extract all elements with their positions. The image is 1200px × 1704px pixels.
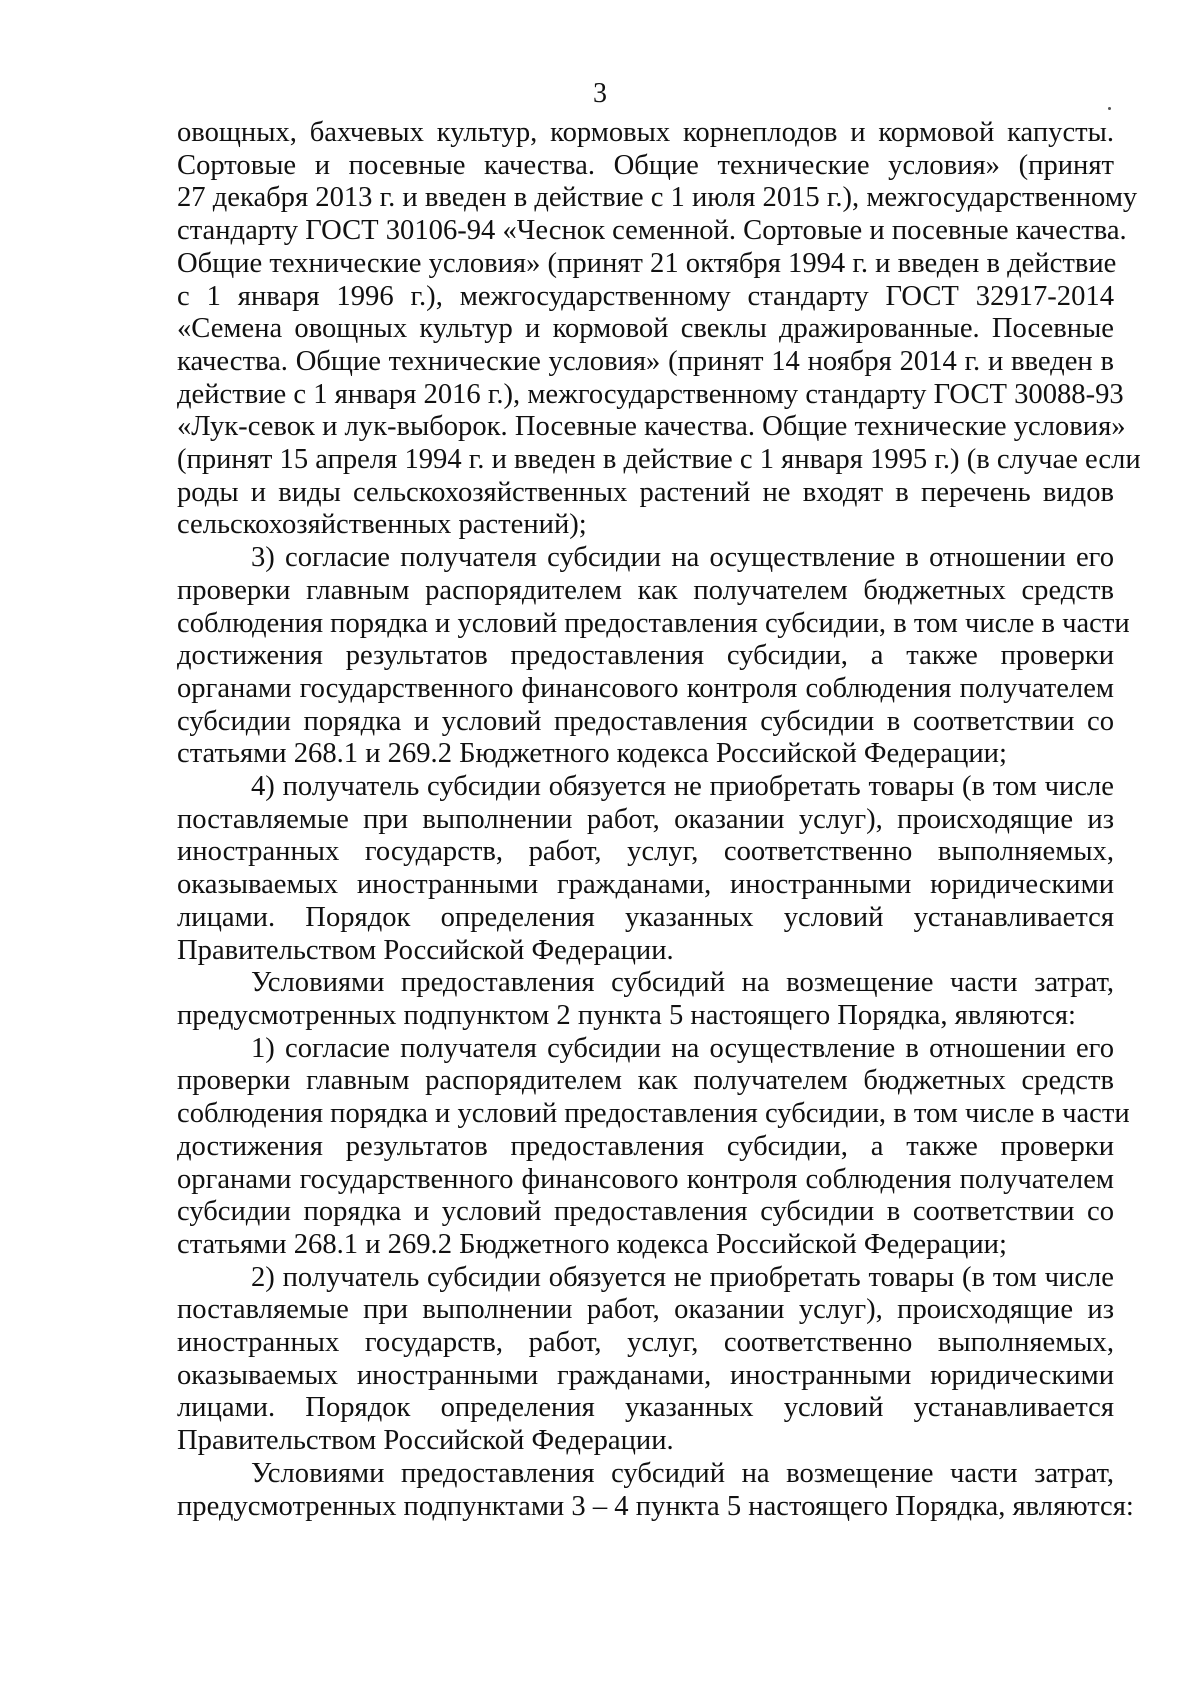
body-text [177,117,1141,1523]
text-line: Общие технические условия» (принят 21 октября 1994 г. и введен в действие [177,247,1117,279]
text-line: органами государственного финансового контроля соблюдения получателем [177,1163,1114,1195]
text-line: 27 декабря 2013 г. и введен в действие с 1 июля 2015 г.), межгосударственному [177,182,1138,214]
text-line: поставляемые при выполнении работ, оказании услуг), происходящие из [177,803,1114,835]
text-line: оказываемых иностранными гражданами, иностранными юридическими [177,869,1114,901]
scan-speck [1108,107,1111,110]
text-line: статьями 268.1 и 269.2 Бюджетного кодекса Российской Федерации; [177,738,1007,770]
text-line: Условиями предоставления субсидий на возмещение части затрат, [251,967,1114,999]
text-line: соблюдения порядка и условий предоставления субсидии, в том числе в части [177,1098,1130,1130]
text-line: 3) согласие получателя субсидии на осуществление в отношении его [251,542,1114,574]
text-line: достижения результатов предоставления субсидии, а также проверки [177,1130,1114,1162]
text-line: субсидии порядка и условий предоставления субсидии в соответствии со [177,705,1114,737]
text-line: «Семена овощных культур и кормовой свеклы дражированные. Посевные [177,313,1114,345]
page-number: 3 [593,78,607,109]
text-line: органами государственного финансового контроля соблюдения получателем [177,672,1114,704]
text-line: 1) согласие получателя субсидии на осуществление в отношении его [251,1032,1114,1064]
text-line: сельскохозяйственных растений); [177,509,587,541]
text-line: оказываемых иностранными гражданами, иностранными юридическими [177,1359,1114,1391]
text-line: Условиями предоставления субсидий на возмещение части затрат, [251,1457,1114,1489]
text-line: Правительством Российской Федерации. [177,1425,674,1457]
text-line: овощных, бахчевых культур, кормовых корнеплодов и кормовой капусты. [177,117,1114,148]
text-line: иностранных государств, работ, услуг, соответственно выполняемых, [177,1327,1114,1359]
text-line: соблюдения порядка и условий предоставления субсидии, в том числе в части [177,607,1130,639]
text-line: с 1 января 1996 г.), межгосударственному стандарту ГОСТ 32917-2014 [177,280,1114,312]
text-line: проверки главным распорядителем как получателем бюджетных средств [177,574,1114,606]
text-line: «Лук-севок и лук-выборок. Посевные качества. Общие технические условия» [177,411,1126,443]
text-line: предусмотренных подпунктами 3 – 4 пункта 5 настоящего Порядка, являются: [177,1490,1134,1522]
text-line: лицами. Порядок определения указанных условий устанавливается [177,901,1114,933]
text-line: лицами. Порядок определения указанных условий устанавливается [177,1392,1114,1424]
text-line: (принят 15 апреля 1994 г. и введен в действие с 1 января 1995 г.) (в случае если [177,444,1141,476]
text-line: статьями 268.1 и 269.2 Бюджетного кодекса Российской Федерации; [177,1228,1007,1260]
text-line: Сортовые и посевные качества. Общие технические условия» (принят [177,149,1114,181]
text-line: стандарту ГОСТ 30106-94 «Чеснок семенной. Сортовые и посевные качества. [177,215,1127,247]
text-line: 2) получатель субсидии обязуется не приобретать товары (в том числе [251,1261,1114,1293]
text-line: достижения результатов предоставления субсидии, а также проверки [177,640,1114,672]
text-line: проверки главным распорядителем как получателем бюджетных средств [177,1065,1114,1097]
text-line: субсидии порядка и условий предоставления субсидии в соответствии со [177,1196,1114,1228]
text-line: поставляемые при выполнении работ, оказании услуг), происходящие из [177,1294,1114,1326]
text-line: 4) получатель субсидии обязуется не приобретать товары (в том числе [251,771,1114,803]
text-line: предусмотренных подпунктом 2 пункта 5 настоящего Порядка, являются: [177,999,1076,1031]
text-line: роды и виды сельскохозяйственных растений не входят в перечень видов [177,476,1114,508]
text-line: Правительством Российской Федерации. [177,934,674,966]
text-line: действие с 1 января 2016 г.), межгосударственному стандарту ГОСТ 30088-93 [177,378,1124,410]
text-line: качества. Общие технические условия» (принят 14 ноября 2014 г. и введен в [177,345,1114,377]
text-line: иностранных государств, работ, услуг, соответственно выполняемых, [177,836,1114,868]
